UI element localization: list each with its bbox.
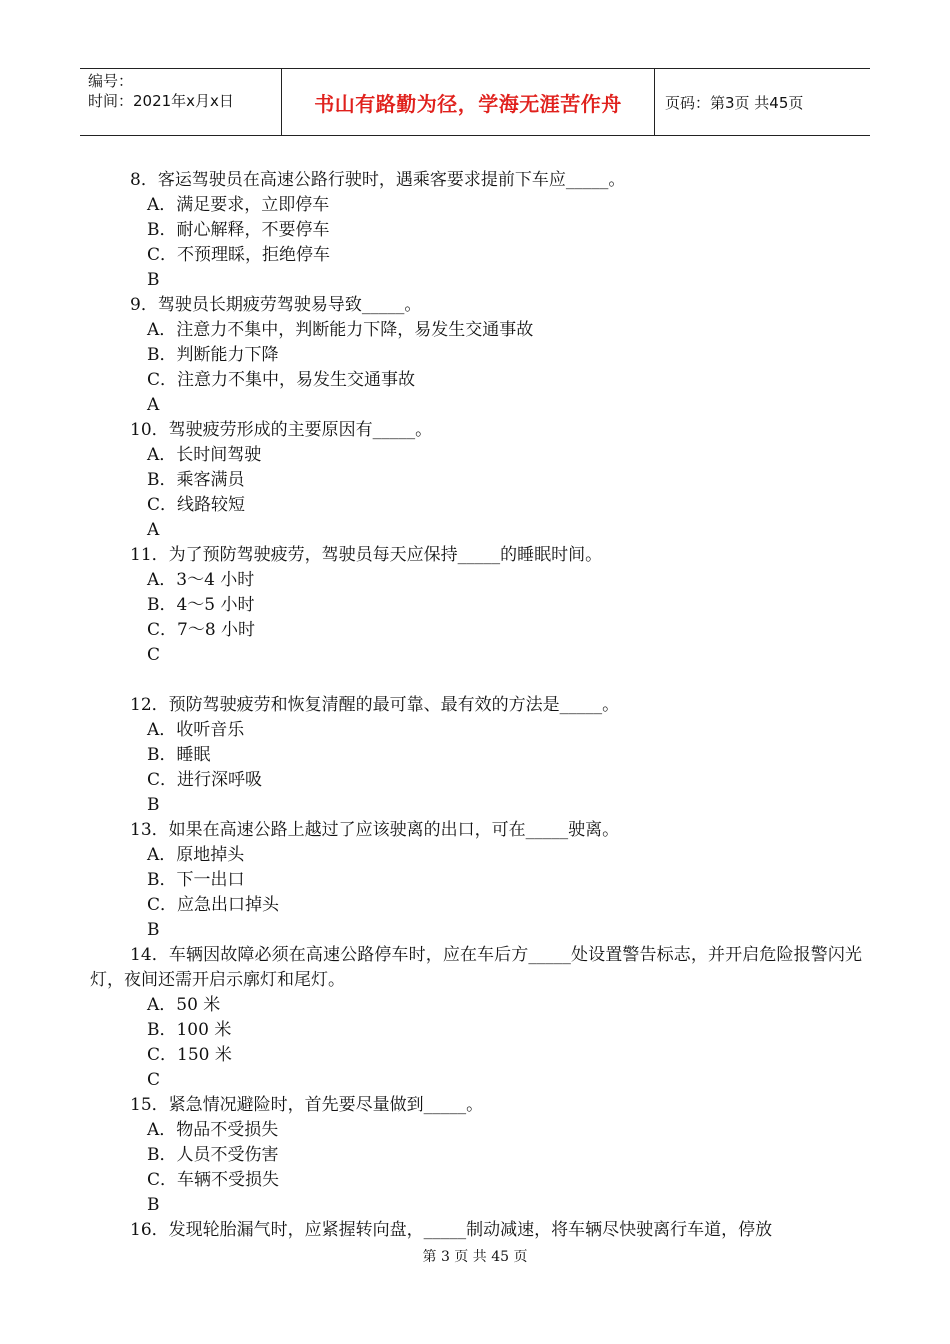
document-header: [80, 68, 870, 136]
answer: A: [147, 395, 160, 415]
option-b: B．4～5 小时: [147, 595, 255, 615]
number-label: 编号：: [88, 72, 134, 90]
option-a: A．50 米: [147, 995, 221, 1015]
question-text: 8．客运驾驶员在高速公路行驶时，遇乘客要求提前下车应_____。: [130, 170, 626, 190]
option-b: B．下一出口: [147, 870, 245, 890]
option-c: C．应急出口掉头: [147, 895, 280, 915]
option-b: B．乘客满员: [147, 470, 245, 490]
question-text: 11．为了预防驾驶疲劳，驾驶员每天应保持_____的睡眠时间。: [130, 545, 603, 565]
option-c: C．注意力不集中，易发生交通事故: [147, 370, 416, 390]
answer: B: [147, 270, 160, 290]
option-c: C．线路较短: [147, 495, 246, 515]
option-a: A．原地掉头: [147, 845, 245, 865]
option-b: B．人员不受伤害: [147, 1145, 279, 1165]
header-motto: 书山有路勤为径，学海无涯苦作舟: [282, 69, 655, 135]
option-c: C．7～8 小时: [147, 620, 256, 640]
question-text: 15．紧急情况避险时，首先要尽量做到_____。: [130, 1095, 484, 1115]
option-c: C．150 米: [147, 1045, 232, 1065]
option-a: A．注意力不集中，判断能力下降，易发生交通事故: [147, 320, 534, 340]
option-b: B．100 米: [147, 1020, 232, 1040]
answer: B: [147, 1195, 160, 1215]
question-text: 9．驾驶员长期疲劳驾驶易导致_____。: [130, 295, 422, 315]
answer: A: [147, 520, 160, 540]
option-b: B．判断能力下降: [147, 345, 279, 365]
answer: B: [147, 920, 160, 940]
header-page-label: 页码：第3页 共45页: [665, 93, 804, 112]
option-a: A．收听音乐: [147, 720, 245, 740]
question-list: [90, 168, 862, 1243]
question-text: 16．发现轮胎漏气时，应紧握转向盘，_____制动减速，将车辆尽快驶离行车道，停放: [130, 1220, 773, 1240]
answer: C: [147, 645, 161, 665]
header-meta: [80, 69, 282, 135]
answer: C: [147, 1070, 161, 1090]
option-c: C．车辆不受损失: [147, 1170, 280, 1190]
answer: B: [147, 795, 160, 815]
option-b: B．耐心解释，不要停车: [147, 220, 330, 240]
blank-line: [90, 668, 862, 693]
question-text: 14．车辆因故障必须在高速公路停车时，应在车后方_____处设置警告标志，并开启危险报警闪光灯，夜间还需开启示廓灯和尾灯。: [90, 945, 862, 990]
question-text: 13．如果在高速公路上越过了应该驶离的出口，可在_____驶离。: [130, 820, 620, 840]
option-c: C．进行深呼吸: [147, 770, 263, 790]
option-c: C．不预理睬，拒绝停车: [147, 245, 331, 265]
option-a: A．长时间驾驶: [147, 445, 262, 465]
option-a: A．满足要求，立即停车: [147, 195, 330, 215]
question-text: 10．驾驶疲劳形成的主要原因有_____。: [130, 420, 433, 440]
option-b: B．睡眠: [147, 745, 211, 765]
question-text: 12．预防驾驶疲劳和恢复清醒的最可靠、最有效的方法是_____。: [130, 695, 620, 715]
page-footer: 第 3 页 共 45 页: [422, 1249, 528, 1265]
option-a: A．3～4 小时: [147, 570, 255, 590]
option-a: A．物品不受损失: [147, 1120, 279, 1140]
date-label: 时间：2021年x月x日: [88, 92, 234, 110]
